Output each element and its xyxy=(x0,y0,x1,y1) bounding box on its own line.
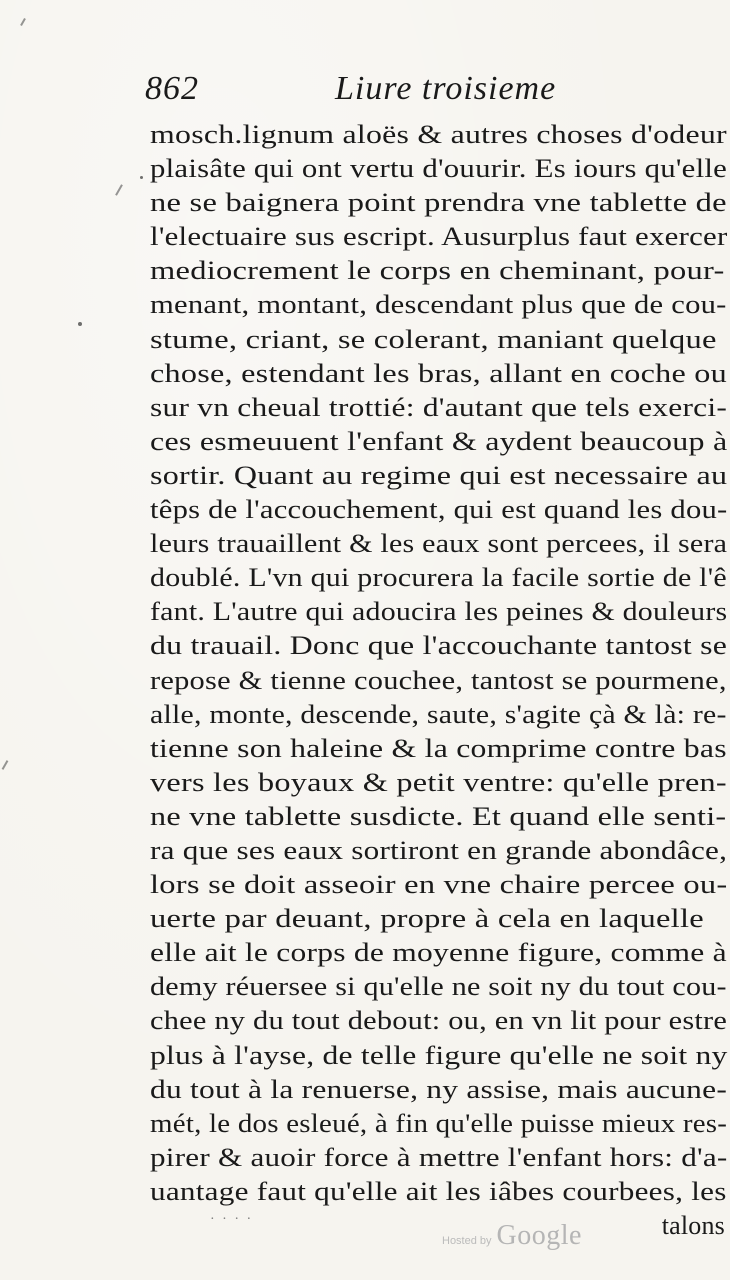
watermark-hosted-by: Hosted by xyxy=(442,1235,492,1247)
margin-mark xyxy=(115,184,123,195)
text-line: leurs trauaillent & les eaux sont percees, il sera xyxy=(150,529,728,559)
margin-mark xyxy=(2,760,9,770)
text-line: elle ait le corps de moyenne figure, comme à xyxy=(150,938,727,968)
text-line: ra que ses eaux sortiront en grande abondâce, xyxy=(150,835,728,865)
text-line: ces esmeuuent l'enfant & aydent beaucoup à xyxy=(150,426,728,456)
text-line: uerte par deuant, propre à cela en laquelle xyxy=(150,904,704,934)
text-line: vers les boyaux & petit ventre: qu'elle pren- xyxy=(150,767,727,797)
text-line: alle, monte, descende, saute, s'agite çà & là: re- xyxy=(150,699,727,729)
text-line: demy réuersee si qu'elle ne soit ny du tout cou- xyxy=(150,972,727,1002)
ink-speck xyxy=(78,322,82,326)
google-watermark xyxy=(442,1220,582,1250)
text-line: menant, montant, descendant plus que de cou- xyxy=(150,290,727,320)
text-line: plaisâte qui ont vertu d'ouurir. Es iours qu'elle xyxy=(150,154,728,184)
running-title: Liure troisieme xyxy=(335,70,557,107)
text-line: doublé. L'vn qui procurera la facile sortie de l'ê xyxy=(150,563,727,593)
text-line: têps de l'accouchement, qui est quand les dou- xyxy=(150,495,728,525)
text-line: plus à l'ayse, de telle figure qu'elle ne soit ny xyxy=(150,1040,728,1070)
text-line: chose, estendant les bras, allant en coche ou xyxy=(150,358,727,388)
text-line: du tout à la renuerse, ny assise, mais aucune- xyxy=(150,1074,728,1104)
text-line: sur vn cheual trottié: d'autant que tels exerci- xyxy=(150,392,728,422)
text-line: ne se baignera point prendra vne tablette de xyxy=(150,188,727,218)
body-text xyxy=(150,118,730,1243)
text-line: sortir. Quant au regime qui est necessaire au xyxy=(150,460,728,490)
text-line: mét, le dos esleué, à fin qu'elle puisse mieux res- xyxy=(150,1108,728,1138)
margin-mark xyxy=(20,18,26,26)
text-line: du trauail. Donc que l'accouchante tantost se xyxy=(150,631,728,661)
catchword: talons xyxy=(661,1211,725,1240)
text-line: mediocrement le corps en cheminant, pour- xyxy=(150,256,725,286)
page-number: 862 xyxy=(145,70,199,107)
footer-marks: · · · · xyxy=(210,1212,254,1227)
text-line: ne vne tablette susdicte. Et quand elle senti- xyxy=(150,801,727,831)
text-line: stume, criant, se colerant, maniant quelque xyxy=(150,324,717,354)
text-line: repose & tienne couchee, tantost se pourmene, xyxy=(150,665,727,695)
text-line: lors se doit asseoir en vne chaire percee ou- xyxy=(150,870,728,900)
page-header xyxy=(145,70,565,120)
google-logo: Google xyxy=(496,1220,582,1251)
text-line: mosch.lignum aloës & autres choses d'odeur xyxy=(150,120,727,149)
text-line: pirer & auoir force à mettre l'enfant hors: d'a- xyxy=(150,1142,728,1172)
ink-speck xyxy=(140,176,143,179)
text-line: l'electuaire sus escript. Ausurplus faut exercer xyxy=(150,222,728,252)
text-line: uantage faut qu'elle ait les iâbes courbees, les xyxy=(150,1176,727,1206)
text-line: tienne son haleine & la comprime contre bas xyxy=(150,733,727,763)
text-line: fant. L'autre qui adoucira les peines & douleurs xyxy=(150,597,728,627)
text-line: chee ny du tout debout: ou, en vn lit pour estre xyxy=(150,1006,728,1036)
